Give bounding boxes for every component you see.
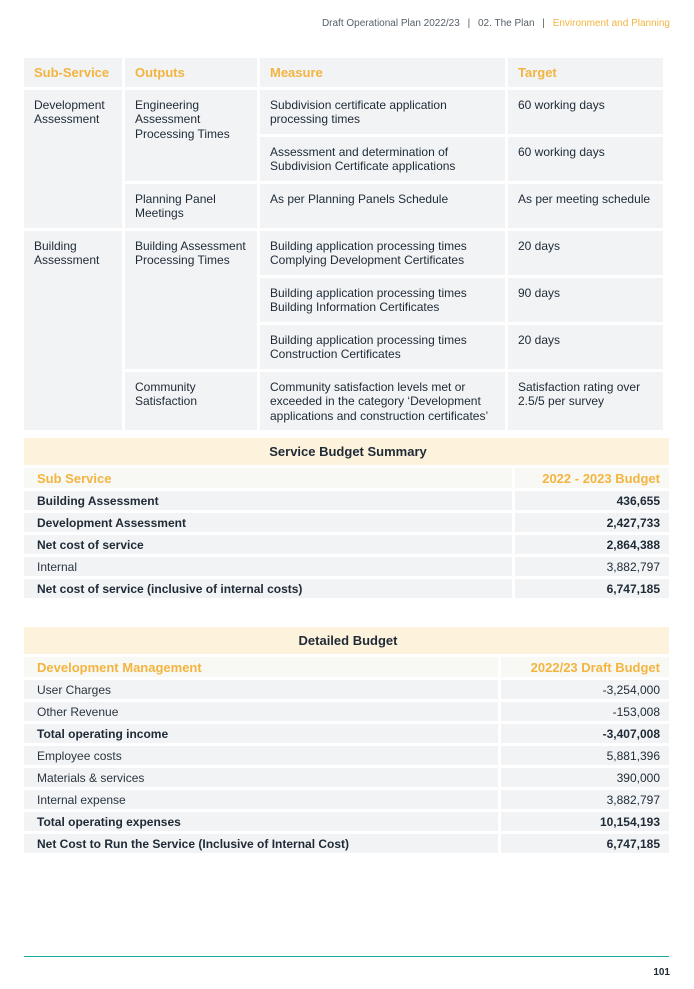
row-value: -3,407,008 (498, 724, 669, 743)
table-row (24, 491, 669, 510)
header-separator: | (542, 18, 545, 29)
table-header-row (24, 657, 669, 677)
table-row (24, 680, 669, 699)
subsection-title: Environment and Planning (552, 18, 670, 29)
measure-cell: As per Planning Panels Schedule (260, 184, 505, 228)
column-header-measure: Measure (260, 58, 505, 87)
row-label: Total operating income (24, 724, 498, 743)
row-value: 3,882,797 (498, 790, 669, 809)
table-row (24, 557, 669, 576)
measure-cell: Building application processing times Building Information Certificates (260, 278, 505, 322)
row-value: -153,008 (498, 702, 669, 721)
table-title-row (24, 627, 669, 654)
row-label: Other Revenue (24, 702, 498, 721)
column-header-draft-budget: 2022/23 Draft Budget (498, 657, 669, 677)
section-title: 02. The Plan (477, 18, 535, 29)
table-row (24, 702, 669, 721)
row-value: 3,882,797 (512, 557, 669, 576)
row-label: Materials & services (24, 768, 498, 787)
service-budget-summary-table (24, 435, 669, 601)
column-header-target: Target (508, 58, 663, 87)
target-cell: Satisfaction rating over 2.5/5 per survey (508, 372, 663, 431)
row-value: 6,747,185 (498, 834, 669, 853)
table-row (24, 746, 669, 765)
table-row (24, 535, 669, 554)
service-budget-title: Service Budget Summary (24, 438, 669, 465)
output-cell: Building Assessment Processing Times (125, 231, 257, 369)
column-header-development-management: Development Management (24, 657, 498, 677)
row-label: User Charges (24, 680, 498, 699)
row-value: 436,655 (512, 491, 669, 510)
service-measures-table (21, 55, 666, 433)
row-value: -3,254,000 (498, 680, 669, 699)
row-label: Internal (24, 557, 512, 576)
column-header-sub-service: Sub Service (24, 468, 512, 488)
row-label: Building Assessment (24, 491, 512, 510)
measure-cell: Subdivision certificate application processing times (260, 90, 505, 134)
sub-service-cell: Development Assessment (24, 90, 122, 228)
footer-divider (24, 956, 669, 957)
row-value: 5,881,396 (498, 746, 669, 765)
column-header-budget: 2022 - 2023 Budget (512, 468, 669, 488)
target-cell: 20 days (508, 325, 663, 369)
table-row (24, 834, 669, 853)
row-label: Net cost of service (inclusive of internal costs) (24, 579, 512, 598)
detailed-budget-table (24, 624, 669, 856)
measure-cell: Community satisfaction levels met or exceeded in the category ‘Development applications and construction certificates’ (260, 372, 505, 431)
output-cell: Community Satisfaction (125, 372, 257, 431)
row-value: 2,427,733 (512, 513, 669, 532)
row-label: Total operating expenses (24, 812, 498, 831)
sub-service-cell: Building Assessment (24, 231, 122, 431)
target-cell: 60 working days (508, 90, 663, 134)
measure-cell: Building application processing times Complying Development Certificates (260, 231, 505, 275)
table-row (24, 579, 669, 598)
target-cell: 90 days (508, 278, 663, 322)
table-title-row (24, 438, 669, 465)
table-row (24, 513, 669, 532)
document-title: Draft Operational Plan 2022/23 (321, 18, 460, 29)
row-value: 10,154,193 (498, 812, 669, 831)
table-row (24, 724, 669, 743)
table-row (24, 812, 669, 831)
column-header-sub-service: Sub-Service (24, 58, 122, 87)
row-value: 6,747,185 (512, 579, 669, 598)
detailed-budget-title: Detailed Budget (24, 627, 669, 654)
page-header (322, 18, 670, 29)
table-row (24, 790, 669, 809)
table-header-row (24, 58, 663, 87)
measure-cell: Building application processing times Construction Certificates (260, 325, 505, 369)
row-value: 390,000 (498, 768, 669, 787)
target-cell: As per meeting schedule (508, 184, 663, 228)
row-label: Development Assessment (24, 513, 512, 532)
row-label: Internal expense (24, 790, 498, 809)
row-label: Net cost of service (24, 535, 512, 554)
page-number: 101 (653, 967, 670, 978)
target-cell: 20 days (508, 231, 663, 275)
output-cell: Planning Panel Meetings (125, 184, 257, 228)
target-cell: 60 working days (508, 137, 663, 181)
row-label: Employee costs (24, 746, 498, 765)
measure-cell: Assessment and determination of Subdivision Certificate applications (260, 137, 505, 181)
table-row (24, 90, 663, 134)
column-header-outputs: Outputs (125, 58, 257, 87)
table-row (24, 231, 663, 275)
output-cell: Engineering Assessment Processing Times (125, 90, 257, 181)
header-separator: | (467, 18, 471, 29)
row-value: 2,864,388 (512, 535, 669, 554)
row-label: Net Cost to Run the Service (Inclusive of Internal Cost) (24, 834, 498, 853)
table-header-row (24, 468, 669, 488)
table-row (24, 768, 669, 787)
